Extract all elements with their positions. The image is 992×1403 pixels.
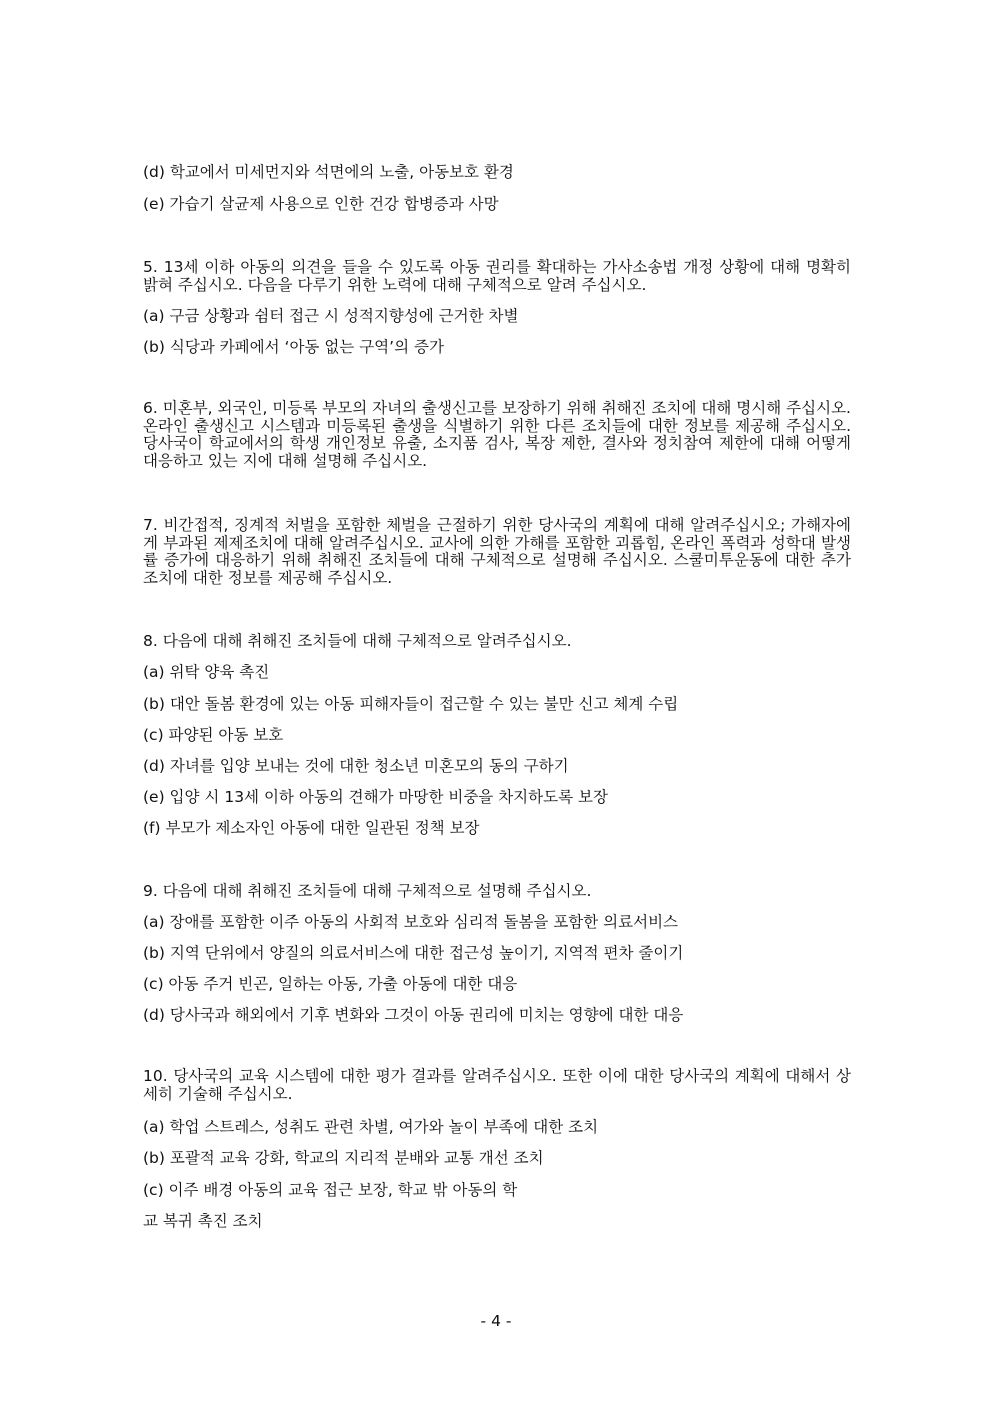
question-9-text: 9. 다음에 대해 취해진 조치들에 대해 구체적으로 설명해 주십시오. <box>143 882 592 900</box>
question-10-text: 10. 당사국의 교육 시스템에 대한 평가 결과를 알려주십시오. 또한 이에 대한 당사국의 계획에 대해서 상세히 기술해 주십시오. <box>143 1067 851 1103</box>
list-item: (b) 지역 단위에서 양질의 의료서비스에 대한 접근성 높이기, 지역적 편차 줄이기 <box>143 944 684 962</box>
list-item: (a) 장애를 포함한 이주 아동의 사회적 보호와 심리적 돌봄을 포함한 의료서비스 <box>143 913 679 931</box>
list-item: (d) 자녀를 입양 보내는 것에 대한 청소년 미혼모의 동의 구하기 <box>143 757 569 775</box>
list-item: (a) 위탁 양육 촉진 <box>143 663 270 681</box>
question-6-text: 6. 미혼부, 외국인, 미등록 부모의 자녀의 출생신고를 보장하기 위해 취해진 조치에 대해 명시해 주십시오. 온라인 출생신고 시스템과 미등록된 출생을 식별하기 위한 다른 조치들에 대한 정보를 제공해 주십시오. 당사국이 학교에서의 학생 개인정보 유출, 소지품 검사, 복장 제한, 결사와 정치참여 제한에 대해 어떻게 대응하고 있는 지에 대해 설명해 주십시오. <box>143 399 851 470</box>
page-number: - 4 - <box>480 1312 512 1330</box>
list-item: (d) 당사국과 해외에서 기후 변화와 그것이 아동 권리에 미치는 영향에 대한 대응 <box>143 1006 684 1024</box>
list-item: (c) 이주 배경 아동의 교육 접근 보장, 학교 밖 아동의 학 <box>143 1181 518 1199</box>
list-item: (a) 구금 상황과 쉼터 접근 시 성적지향성에 근거한 차별 <box>143 307 519 325</box>
list-item: (e) 가습기 살균제 사용으로 인한 건강 합병증과 사망 <box>143 195 499 213</box>
list-item: (c) 아동 주거 빈곤, 일하는 아동, 가출 아동에 대한 대응 <box>143 975 518 993</box>
question-8-text: 8. 다음에 대해 취해진 조치들에 대해 구체적으로 알려주십시오. <box>143 632 572 650</box>
list-item: (b) 대안 돌봄 환경에 있는 아동 피해자들이 접근할 수 있는 불만 신고 체계 수립 <box>143 695 679 713</box>
list-item: (f) 부모가 제소자인 아동에 대한 일관된 정책 보장 <box>143 819 480 837</box>
list-item: (e) 입양 시 13세 이하 아동의 견해가 마땅한 비중을 차지하도록 보장 <box>143 788 608 806</box>
list-item: (b) 식당과 카페에서 ‘아동 없는 구역’의 증가 <box>143 338 444 356</box>
list-item: (d) 학교에서 미세먼지와 석면에의 노출, 아동보호 환경 <box>143 163 514 181</box>
list-item-continuation: 교 복귀 촉진 조치 <box>143 1212 263 1230</box>
question-7-text: 7. 비간접적, 징계적 처벌을 포함한 체벌을 근절하기 위한 당사국의 계획에 대해 알려주십시오; 가해자에게 부과된 제제조치에 대해 알려주십시오. 교사에 의한 가해를 포함한 괴롭힘, 온라인 폭력과 성학대 발생률 증가에 대응하기 위해 취해진 조치들에 대해 구체적으로 설명해 주십시오. 스쿨미투운동에 대한 추가 조치에 대한 정보를 제공해 주십시오. <box>143 516 851 587</box>
list-item: (c) 파양된 아동 보호 <box>143 726 284 744</box>
list-item: (a) 학업 스트레스, 성취도 관련 차별, 여가와 놀이 부족에 대한 조치 <box>143 1118 599 1136</box>
question-5-text: 5. 13세 이하 아동의 의견을 들을 수 있도록 아동 권리를 확대하는 가사소송법 개정 상황에 대해 명확히 밝혀 주십시오. 다음을 다루기 위한 노력에 대해 구체적으로 알려 주십시오. <box>143 258 851 294</box>
list-item: (b) 포괄적 교육 강화, 학교의 지리적 분배와 교통 개선 조치 <box>143 1149 544 1167</box>
